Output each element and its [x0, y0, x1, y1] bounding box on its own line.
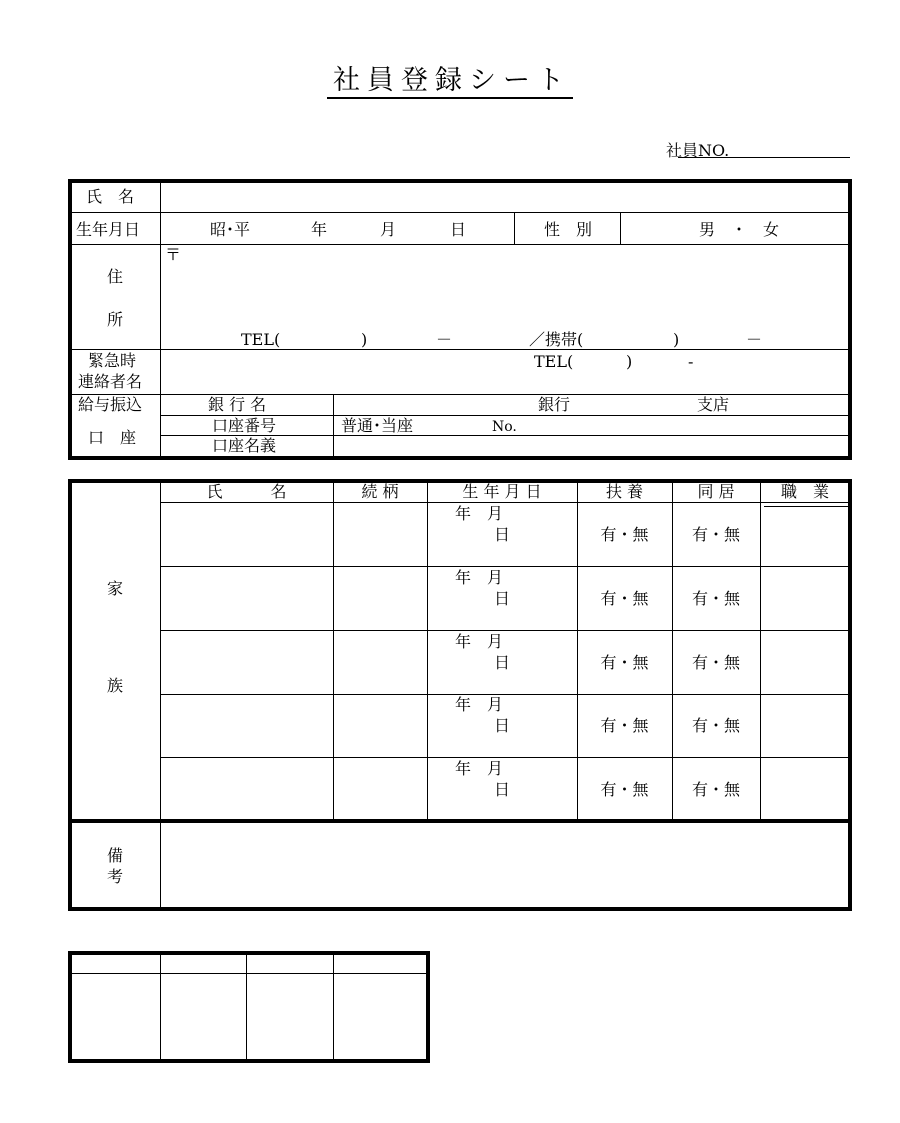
family-cohabit-options[interactable]: 有・無 — [691, 780, 740, 799]
mobile-label: ／携帯( — [529, 330, 584, 349]
family-birth-day: 日 — [494, 780, 511, 799]
mobile-close: ) — [673, 330, 680, 349]
remarks-label-2: 考 — [107, 867, 124, 886]
birth-month-unit: 月 — [380, 220, 397, 239]
era-options[interactable]: 昭･平 — [210, 220, 251, 239]
family-dependent-options[interactable]: 有・無 — [600, 780, 649, 799]
family-header-cohabit: 同 居 — [697, 482, 735, 501]
page-title: 社員登録シート — [0, 58, 900, 97]
postal-mark: 〒 — [165, 245, 182, 264]
account-type-options[interactable]: 普通･当座 — [341, 416, 414, 435]
employee-no-field[interactable] — [678, 157, 850, 158]
family-cohabit-options[interactable]: 有・無 — [691, 716, 740, 735]
stamp-cell[interactable] — [249, 976, 331, 1059]
name-label: 氏 名 — [86, 187, 135, 206]
family-birth-day: 日 — [494, 716, 511, 735]
name-field[interactable] — [163, 183, 848, 211]
payroll-label-1: 給与振込 — [78, 395, 143, 414]
emergency-label-1: 緊急時 — [88, 351, 137, 370]
family-birth-day: 日 — [494, 525, 511, 544]
family-label-1: 家 — [107, 579, 124, 598]
emergency-tel-dash: - — [688, 352, 694, 371]
family-birth-year-month: 年 月 — [455, 695, 504, 714]
mobile-dash: － — [746, 330, 763, 349]
remarks-field[interactable] — [164, 825, 848, 907]
family-dependent-options[interactable]: 有・無 — [600, 653, 649, 672]
family-dependent-options[interactable]: 有・無 — [600, 589, 649, 608]
family-birth-year-month: 年 月 — [455, 568, 504, 587]
address-field[interactable] — [185, 247, 845, 325]
family-cohabit-options[interactable]: 有・無 — [691, 653, 740, 672]
family-dependent-options[interactable]: 有・無 — [600, 716, 649, 735]
stamp-cell[interactable] — [336, 976, 426, 1059]
bank-name-label: 銀 行 名 — [208, 395, 267, 414]
family-birth-day: 日 — [494, 653, 511, 672]
payroll-label-2: 口 座 — [88, 428, 137, 447]
family-header-name: 氏 名 — [206, 482, 287, 501]
family-header-birth: 生 年 月 日 — [462, 482, 542, 501]
family-birth-year-month: 年 月 — [455, 759, 504, 778]
birth-year-unit: 年 — [311, 220, 328, 239]
family-birth-year-month: 年 月 — [455, 632, 504, 651]
gender-options[interactable]: 男 ・ 女 — [699, 220, 780, 239]
bank-suffix: 銀行 — [538, 395, 571, 414]
family-cohabit-options[interactable]: 有・無 — [691, 525, 740, 544]
family-label-2: 族 — [107, 676, 124, 695]
emergency-tel-close: ) — [626, 352, 633, 371]
family-dependent-options[interactable]: 有・無 — [600, 525, 649, 544]
stamp-cell[interactable] — [72, 976, 158, 1059]
tel-dash: － — [436, 330, 453, 349]
account-no-prefix: No. — [492, 419, 517, 435]
family-birth-day: 日 — [494, 589, 511, 608]
branch-suffix: 支店 — [697, 395, 730, 414]
gender-label: 性 別 — [544, 220, 593, 239]
family-header-relation: 続 柄 — [361, 482, 399, 501]
emergency-contact-field[interactable] — [163, 372, 848, 392]
account-no-label: 口座番号 — [212, 416, 277, 435]
tel-close: ) — [361, 330, 368, 349]
family-birth-year-month: 年 月 — [455, 504, 504, 523]
remarks-label-1: 備 — [107, 846, 124, 865]
employee-no-label: 社員NO. — [666, 141, 730, 160]
birth-day-unit: 日 — [450, 220, 467, 239]
family-header-dependent: 扶 養 — [605, 482, 644, 501]
birth-date-label: 生年月日 — [76, 220, 141, 239]
address-label-2: 所 — [107, 310, 124, 329]
tel-label: TEL( — [241, 330, 281, 349]
address-label-1: 住 — [107, 267, 124, 286]
family-header-occupation: 職 業 — [780, 482, 829, 501]
emergency-tel-label: TEL( — [534, 352, 574, 371]
emergency-label-2: 連絡者名 — [78, 372, 143, 391]
stamp-cell[interactable] — [163, 976, 244, 1059]
family-cohabit-options[interactable]: 有・無 — [691, 589, 740, 608]
account-holder-label: 口座名義 — [212, 436, 277, 455]
